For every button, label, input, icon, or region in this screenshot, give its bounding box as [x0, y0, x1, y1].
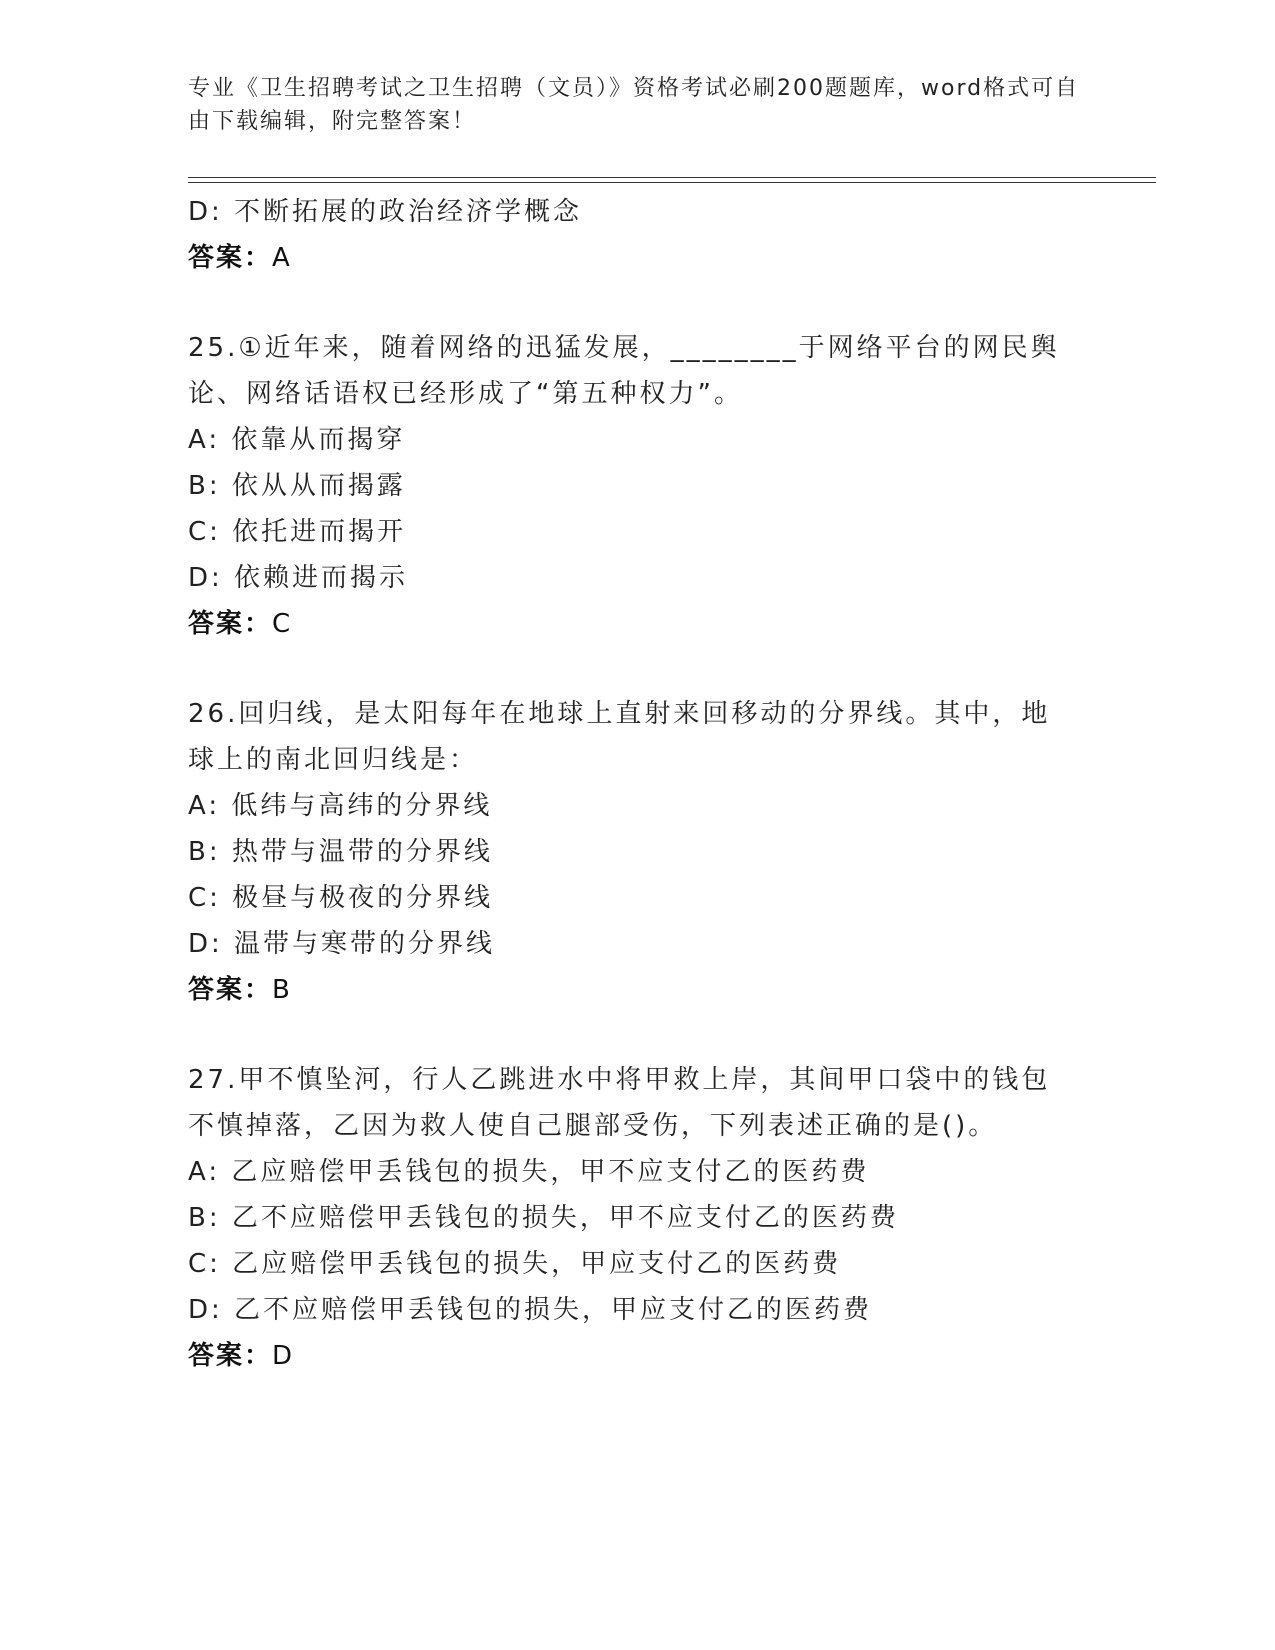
option-a: A: 依靠从而揭穿	[188, 425, 406, 455]
option-d: D: 温带与寒带的分界线	[188, 929, 496, 959]
option-b: B: 热带与温带的分界线	[188, 837, 493, 867]
header-divider-top	[188, 177, 1156, 178]
answer-label: 答案：	[188, 609, 273, 639]
question-content	[188, 189, 1088, 1379]
page-header-title: 专业《卫生招聘考试之卫生招聘（文员）》资格考试必刷200题题库，word格式可自由下载编辑，附完整答案！	[188, 76, 1080, 134]
question-26	[188, 691, 1088, 1013]
answer-value: B	[272, 975, 292, 1005]
answer-label: 答案：	[188, 243, 273, 273]
answer-value: D	[272, 1341, 295, 1371]
answer-value: C	[272, 609, 293, 639]
option-c: C: 乙应赔偿甲丢钱包的损失，甲应支付乙的医药费	[188, 1249, 842, 1279]
option-d: D: 依赖进而揭示	[188, 563, 409, 593]
answer-line	[188, 601, 1088, 647]
header-divider-bottom	[188, 182, 1156, 183]
option-d: D: 不断拓展的政治经济学概念	[188, 197, 583, 227]
option-a: A: 低纬与高纬的分界线	[188, 791, 493, 821]
option-c: C: 依托进而揭开	[188, 517, 407, 547]
question-stem: 26.回归线，是太阳每年在地球上直射来回移动的分界线。其中，地球上的南北回归线是：	[188, 699, 1051, 775]
answer-line	[188, 1333, 1088, 1379]
option-a: A: 乙应赔偿甲丢钱包的损失，甲不应支付乙的医药费	[188, 1157, 870, 1187]
question-stem: 25.①近年来，随着网络的迅猛发展，________于网络平台的网民舆论、网络话语权已经形成了“第五种权力”。	[188, 333, 1060, 409]
previous-question-tail	[188, 189, 1088, 281]
question-25	[188, 325, 1088, 647]
question-27	[188, 1057, 1088, 1379]
option-c: C: 极昼与极夜的分界线	[188, 883, 494, 913]
question-stem: 27.甲不慎坠河，行人乙跳进水中将甲救上岸，其间甲口袋中的钱包不慎掉落，乙因为救人使自己腿部受伤，下列表述正确的是()。	[188, 1065, 1051, 1141]
answer-label: 答案：	[188, 1341, 273, 1371]
answer-value: A	[272, 243, 292, 273]
answer-label: 答案：	[188, 975, 273, 1005]
option-d: D: 乙不应赔偿甲丢钱包的损失，甲应支付乙的医药费	[188, 1295, 873, 1325]
option-b: B: 乙不应赔偿甲丢钱包的损失，甲不应支付乙的医药费	[188, 1203, 899, 1233]
option-b: B: 依从从而揭露	[188, 471, 406, 501]
answer-line	[188, 235, 1088, 281]
answer-line	[188, 967, 1088, 1013]
